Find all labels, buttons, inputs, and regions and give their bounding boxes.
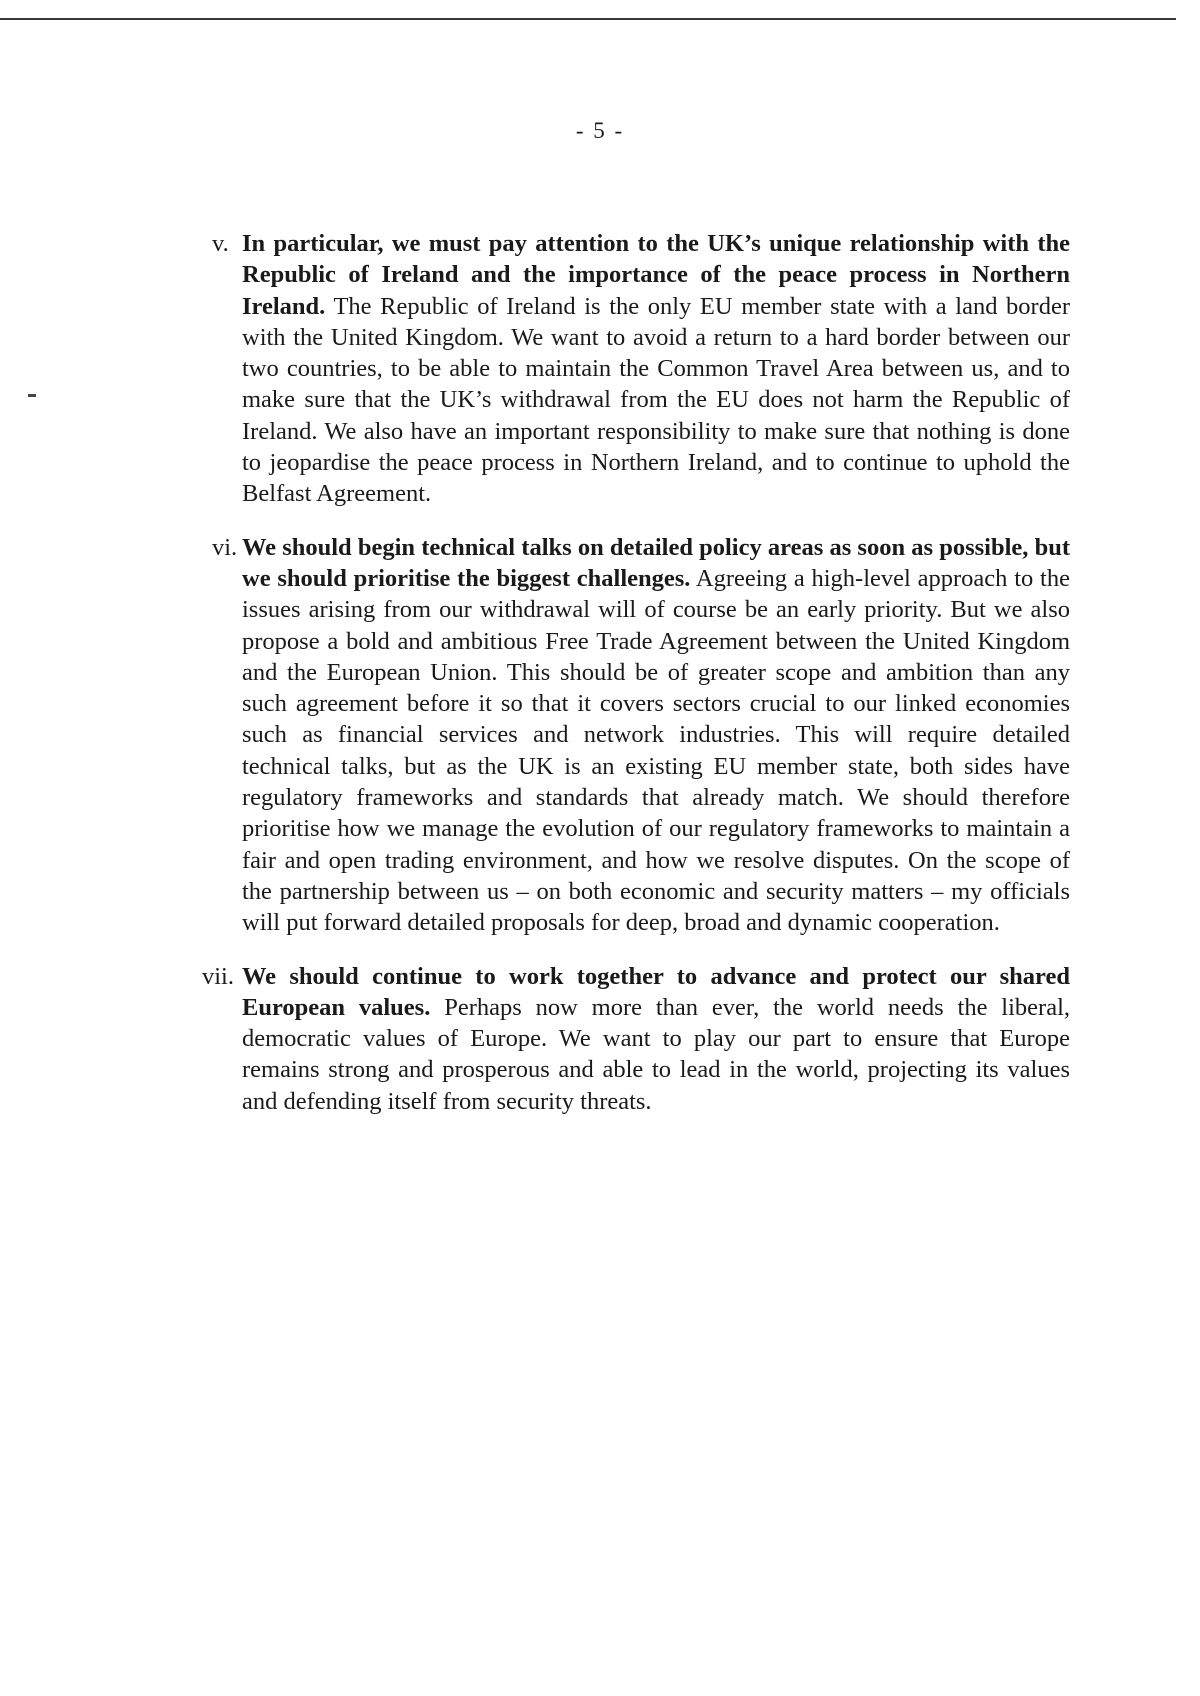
list-item-v — [212, 228, 1070, 510]
list-item-vi — [212, 532, 1070, 939]
item-body: The Republic of Ireland is the only EU member state with a land border with the United Kingdom. We want to avoid a return to a hard border between our two countries, to be able to maintain the Common Travel Area between us, and to make sure that the UK’s withdrawal from the EU does not harm the Republic of Ireland. We also have an important responsibility to make sure that nothing is done to jeopardise the peace process in Northern Ireland, and to continue to uphold the Belfast Agreement. — [242, 292, 1070, 508]
item-lead: In particular, we must pay attention to the UK’s unique relationship with the Republic of Ireland and the importance of the peace process in Northern Ireland. — [242, 230, 1070, 320]
item-lead: We should begin technical talks on detailed policy areas as soon as possible, but we should prioritise the biggest challenges. — [242, 533, 1070, 592]
item-marker: vi. — [212, 533, 238, 561]
item-body: Perhaps now more than ever, the world needs the liberal, democratic values of Europe. We want to play our part to ensure that Europe remains strong and prosperous and able to lead in the world, projecting its values and defending itself from security threats. — [242, 993, 1071, 1115]
item-marker: v. — [212, 230, 229, 257]
list-item-vii — [202, 961, 1071, 1117]
item-body: Agreeing a high-level approach to the issues arising from our withdrawal will of course be an early priority. But we also propose a bold and ambitious Free Trade Agreement between the United Kingdom and the European Union. This should be of greater scope and ambition than any such agreement before it so that it covers sectors crucial to our linked economies such as financial services and network industries. This will require detailed technical talks, but as the UK is an existing EU member state, both sides have regulatory frameworks and standards that already match. We should therefore prioritise how we manage the evolution of our regulatory frameworks to maintain a fair and open trading environment, and how we resolve disputes. On the scope of the partnership between us – on both economic and security matters – my officials will put forward detailed proposals for deep, broad and dynamic cooperation. — [242, 564, 1070, 937]
item-marker: vii. — [202, 962, 234, 990]
top-rule — [0, 18, 1176, 20]
scan-mark — [28, 394, 36, 397]
page-number: - 5 - — [575, 118, 625, 143]
item-lead: We should continue to work together to advance and protect our shared European values. — [242, 962, 1070, 1021]
numbered-list — [202, 228, 1071, 1117]
